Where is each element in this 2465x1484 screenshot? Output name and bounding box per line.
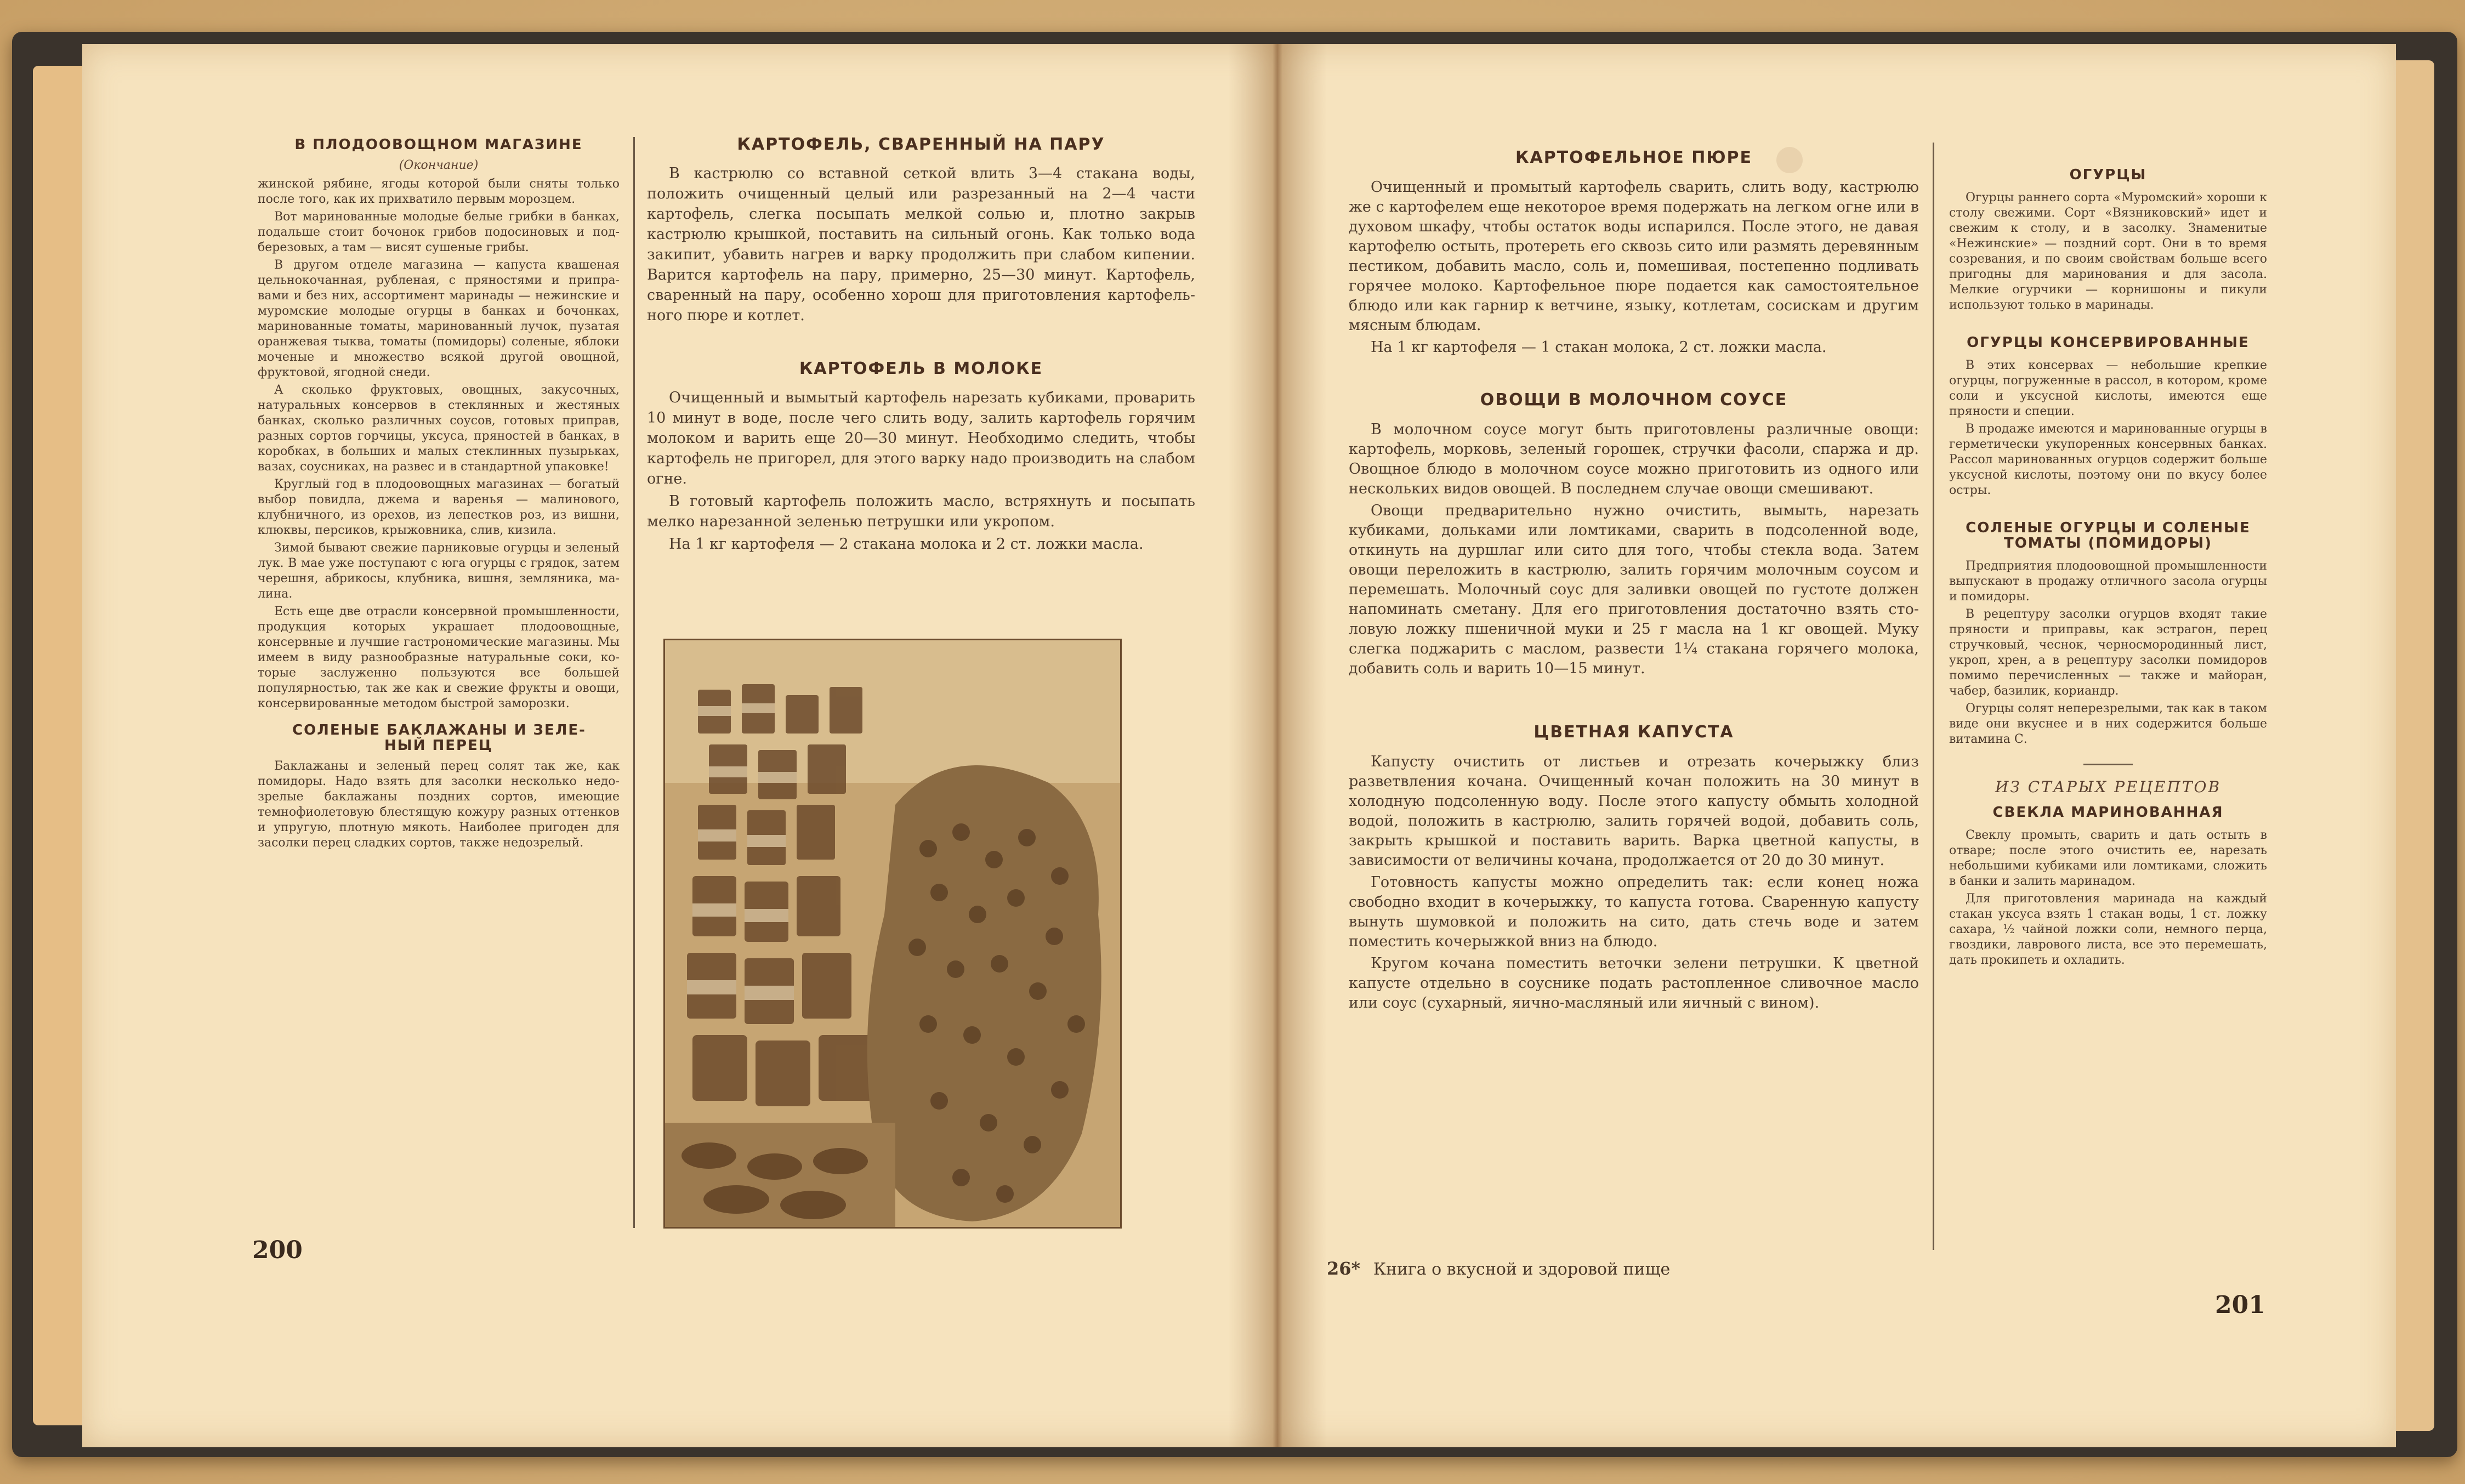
book-title-footer: Книга о вкусной и здоровой пище xyxy=(1373,1260,1671,1279)
paragraph: Огурцы раннего сорта «Муромский» хороши к столу свежими. Сорт «Вязниковский» идет и свежим к столу, и в засолку. Знаменитые «Нежинские» — поздний сорт. Они в то время созревания, и по своим свойствам больше всего пригодны для маринования и для засола. Мелкие огурчики — корнишоны и пикули используют только в маринады. xyxy=(1949,191,2267,312)
paper-spot xyxy=(1776,147,1803,173)
book-gutter xyxy=(1228,44,1327,1447)
heading-kartofel-v-moloke: КАРТОФЕЛЬ В МОЛОКЕ xyxy=(799,359,1043,378)
paragraph: В этих консервах — небольшие крепкие огурцы, погруженные в рассол, в котором, кроме соли и уксусной кислоты, имеются еще пряности и специи. xyxy=(1949,359,2267,418)
paragraph: На 1 кг картофеля — 2 стакана молока и 2 ст. ложки масла. xyxy=(669,536,1144,553)
paragraph: Зимой бывают свежие парниковые огурцы и зеленый лук. В мае уже поступают с юга огурцы с грядок, затем черешня, абрикосы, клубника, вишня, земляника, малина. xyxy=(258,541,620,601)
page-number-left: 200 xyxy=(252,1236,303,1264)
section-label-old-recipes: ИЗ СТАРЫХ РЕЦЕПТОВ xyxy=(1995,778,2222,796)
paragraph: В готовый картофель положить масло, встряхнуть и посыпать мелко нарезанной зеленью петрушки или укропом. xyxy=(647,493,1195,530)
paragraph: В рецептуру засолки огурцов входят такие пряности и приправы, как эстрагон, перец стручковый, чеснок, черносмородинный лист, укроп, хрен, а в рецептуру засолки помидоров помимо перечисленных — также и майоран, чабер, базилик, кориандр. xyxy=(1949,607,2267,698)
shop-display-photo xyxy=(663,639,1122,1229)
paragraph: В продаже имеются и маринованные огурцы в герметически укупоренных консервных банках. Рассол маринованных огурцов содержит больше уксусной кислоты, поэтому они по вкусу более остры. xyxy=(1949,422,2267,497)
paragraph: А сколько фруктовых, овощных, закусочных, натуральных консервов в стеклянных и жестяных банках, сколько различных соусов, готовых приправ, разных сортов горчицы, уксуса, пряностей в банках, в коробках, в больших и малых стеклинных пузырьках, вазах, соусниках, на развес и в стандартной упаковке! xyxy=(258,383,620,474)
paragraph: Свеклу промыть, сварить и дать остыть в отваре; после этого очистить ее, нарезать небольшими кубиками или ломтиками, сложить в банки и залить маринадом. xyxy=(1949,828,2267,888)
paragraph: жинской рябине, ягоды которой были сняты только после того, как их прихватило первым морозцем. xyxy=(258,177,620,206)
right-column-2 xyxy=(1949,167,2267,968)
paragraph: Для приготовления маринада на каждый стакан уксуса взять 1 стакан воды, 1 ст. ложку сахара, ½ чайной ложки соли, немного перца, гвоздики, лаврового листа, все это перемешать, дать прокипеть и охладить. xyxy=(1949,892,2267,967)
heading-ogurtsy: ОГУРЦЫ xyxy=(2069,167,2147,183)
heading-plodoovoshchnoy: В ПЛОДООВОЩНОМ МАГАЗИНЕ xyxy=(294,137,583,153)
column-divider xyxy=(1933,143,1934,1250)
paragraph: Есть еще две отрасли консервной промышленности, продукция которых украшает плодоовощные, консервные и лучшие гастрономические магазины. Мы имеем в виду разнообразные натуральные соки, которые заслуженно пользуются все большей популярностью, так же как и свежие фрукты и овощи, консервированные методом быстрой заморозки. xyxy=(258,605,620,710)
paragraph: Круглый год в плодоовощных магазинах — богатый выбор повидла, джема и варенья — малинового, клубничного, из орехов, из лепестков роз, из вишни, клюквы, персиков, крыжовника, слив, кизила. xyxy=(258,477,620,537)
right-column-1 xyxy=(1349,148,1919,1013)
paragraph: Баклажаны и зеленый перец солят так же, как помидоры. Надо взять для засолки несколько недозрелые баклажаны поздних сортов, имеющие темнофиолетовую блестящую кожуру разных оттенков и упругую, плотную мякоть. Наиболее пригоден для засолки перец сладких сортов, также недозрелый. xyxy=(258,759,620,850)
heading-ogurtsy-konservirovannye: ОГУРЦЫ КОНСЕРВИРОВАННЫЕ xyxy=(1967,334,2250,351)
paragraph: Капусту очистить от листьев и отрезать кочерыжку близ разветвления кочана. Очищенный кочан положить на 30 минут в холодную подсоленную воду. После этого капусту обмыть холодной водой, положить в кастрюлю, залить горячей водой, добавить соль, закрыть крышкой и поставить варить. Варка цветной капусты, в зависимости от величины кочана, продолжается от 20 до 30 минут. xyxy=(1349,753,1919,869)
paragraph: Готовность капусты можно определить так: если конец ножа свободно входит в кочерыжку, то капуста готова. Сваренную капусту вынуть шумовкой и положить на сито, дать стечь воде и затем поместить кочерыжкой вниз на блюдо. xyxy=(1349,874,1919,950)
signature-mark: 26* xyxy=(1327,1258,1361,1279)
paragraph: Кругом кочана поместить веточки зелени петрушки. К цветной капусте отдельно в соуснике подать растопленное сливочное масло или соус (сухарный, яично-масляный или яичный с вином). xyxy=(1349,955,1919,1011)
paragraph: Вот маринованные молодые белые грибки в банках, подальше стоит бочонок грибов подосиновых и подберезовых, а там — висят сушеные грибы. xyxy=(258,210,620,254)
heading-pyure: КАРТОФЕЛЬНОЕ ПЮРЕ xyxy=(1515,148,1753,167)
paragraph: Очищенный и вымытый картофель нарезать кубиками, проварить 10 минут в воде, после чего слить воду, залить картофель горячим молоком и варить еще 20—30 минут. Необходимо следить, чтобы картофель не пригорел, для этого варку надо производить на слабом огне. xyxy=(647,389,1195,487)
left-column-1 xyxy=(258,137,620,851)
paragraph: Огурцы солят неперезрелыми, так как в таком виде они вкуснее и в них содержится больше витамина С. xyxy=(1949,702,2267,746)
page-number-right: 201 xyxy=(2215,1291,2265,1319)
left-column-2 xyxy=(647,134,1195,554)
paragraph: В молочном соусе могут быть приготовлены различные овощи: картофель, морковь, зеленый горошек, стручки фасоли, спаржа и др. Овощное блюдо в молочном соусе можно приготовить из одного или нескольких видов овощей. В последнем случае овощи смешивают. xyxy=(1349,421,1919,497)
heading-svekla: СВЕКЛА МАРИНОВАННАЯ xyxy=(1992,804,2224,821)
heading-kartofel-na-paru: КАРТОФЕЛЬ, СВАРЕННЫЙ НА ПАРУ xyxy=(737,135,1105,154)
paragraph: На 1 кг картофеля — 1 стакан молока, 2 ст. ложки масла. xyxy=(1371,339,1827,356)
paragraph: Очищенный и промытый картофель сварить, слить воду, кастрюлю же с картофелем еще некоторое время подержать на легком огне или в духовом шкафу, чтобы остаток воды испарился. После этого, не давая картофелю остыть, протереть его сквозь сито или размять деревянным пестиком, добавить масло, соль и, помешивая, постепенно подливать горячее молоко. Картофельное пюре подается как самостоятельное блюдо или как гарнир к ветчине, языку, котлетам, сосискам и другим мясным блюдам. xyxy=(1349,179,1919,334)
paragraph: Овощи предварительно нужно очистить, вымыть, нарезать кубиками, дольками или ломтиками, сварить в подсоленной воде, откинуть на дуршлаг или сито для того, чтобы стекла вода. Затем овощи переложить в кастрюлю, залить горячим молочным соусом и перемешать. Молочный соус для заливки овощей по густоте должен напоминать сметану. Для его приготовления достаточно взять столовую ложку пшеничной муки и 25 г масла на 1 кг овощей. Муку слегка поджарить с маслом, развести 1¼ стакана горячего молока, добавить соль и варить 10—15 минут. xyxy=(1349,502,1919,677)
section-rule xyxy=(2083,764,2133,765)
column-divider xyxy=(633,137,635,1228)
photo-illustration xyxy=(665,640,1120,1227)
paragraph: В другом отделе магазина — капуста квашеная цельнокочанная, рубленая, с пряностями и приправами и без них, ассортимент маринады — нежинские и муромские молодые огурцы в банках и бочонках, маринованные томаты, маринованный лучок, пузатая оранжевая тыква, томаты (помидоры) соленые, яблоки моченые и множество всякой другой овощной, фруктовой, ягодной снеди. xyxy=(258,258,620,379)
heading-solenye-ogurtsy: СОЛЕНЫЕ ОГУРЦЫ И СОЛЕНЫЕ ТОМАТЫ (ПОМИДОРЫ) xyxy=(1966,520,2251,551)
paragraph: В кастрюлю со вставной сеткой влить 3—4 стакана воды, положить очищенный целый или разрезанный на 2—4 части картофель, слегка посыпать мелкой солью и, плотно закрыв кастрюлю крышкой, поставить на сильный огонь. Как только вода закипит, убавить нагрев и варку продолжить при слабом кипении. Варится картофель на пару, примерно, 25—30 минут. Картофель, сваренный на пару, особенно хорош для приготовления картофельного пюре и котлет. xyxy=(647,165,1195,324)
heading-tsvetnaya-kapusta: ЦВЕТНАЯ КАПУСТА xyxy=(1533,723,1734,742)
footer-signature xyxy=(1327,1258,1670,1279)
heading-ovoshchi-v-sousye: ОВОЩИ В МОЛОЧНОМ СОУСЕ xyxy=(1480,390,1788,410)
heading-baklazhany: СОЛЕНЫЕ БАКЛАЖАНЫ И ЗЕЛЕНЫЙ ПЕРЕЦ xyxy=(292,722,585,754)
paragraph: Предприятия плодоовощной промышленности выпускают в продажу отличного засола огурцы и помидоры. xyxy=(1949,559,2267,604)
subheading-okonchanie: (Окончание) xyxy=(399,158,479,172)
